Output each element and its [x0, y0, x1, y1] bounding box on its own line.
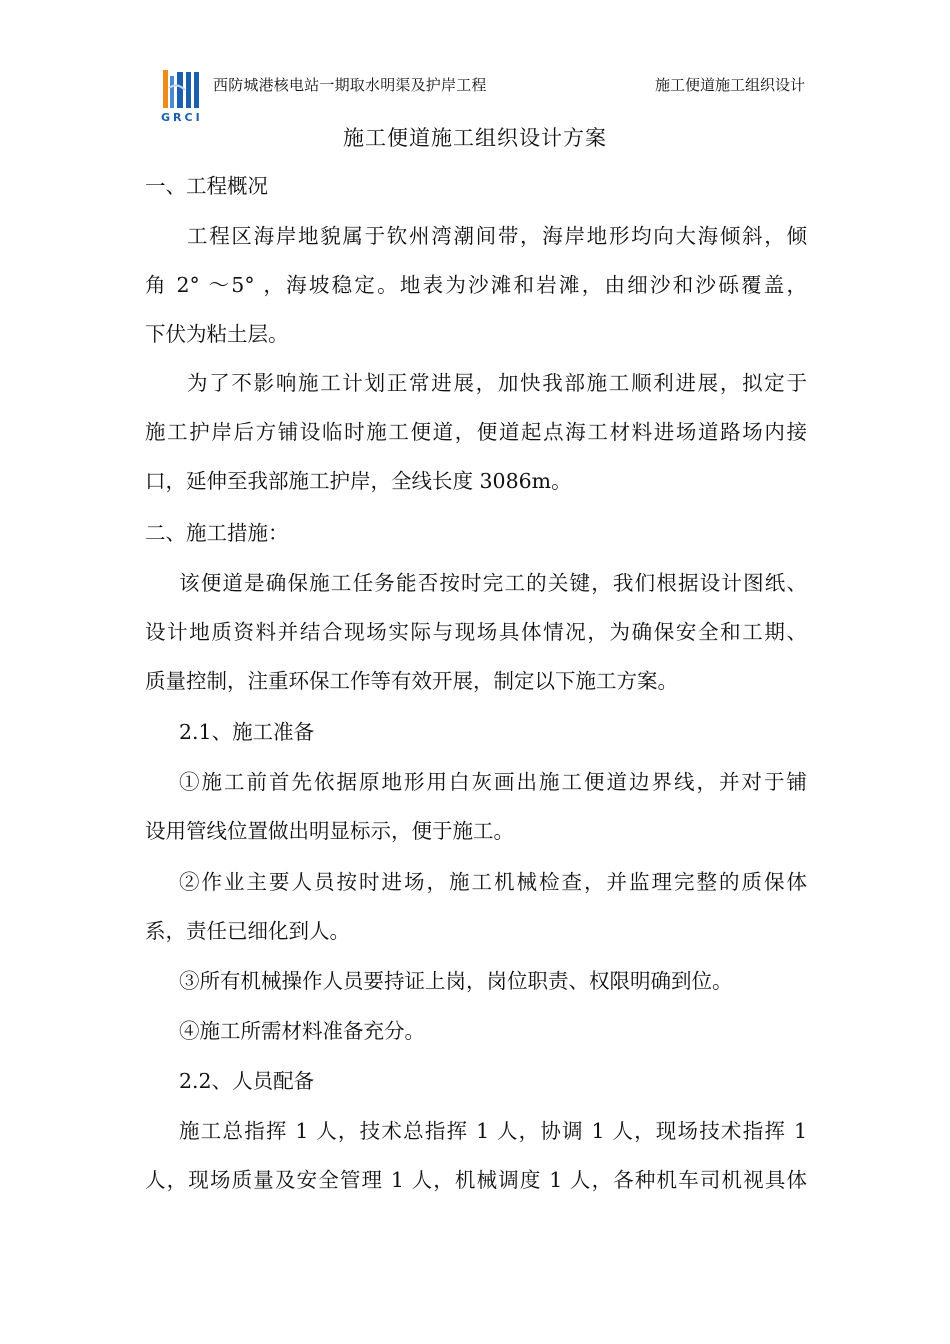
paragraph-measures: [145, 559, 807, 706]
paragraph-staffing: [145, 1107, 807, 1205]
header-project-name: 西防城港核电站一期取水明渠及护岸工程: [213, 76, 487, 94]
text-line: 施工护岸后方铺设临时施工便道，便道起点海工材料进场道路场内接: [145, 420, 807, 444]
header-document-name: 施工便道施工组织设计: [654, 76, 805, 94]
text-line: 工程区海岸地貌属于钦州湾潮间带，海岸地形均向大海倾斜，倾: [187, 224, 807, 248]
page-header: [145, 64, 807, 124]
text-line: 质量控制，注重环保工作等有效开展，制定以下施工方案。: [145, 669, 678, 693]
text-line: 人，现场质量及安全管理 1 人，机械调度 1 人，各种机车司机视具体: [145, 1168, 807, 1192]
text-line: ①施工前首先依据原地形用白灰画出施工便道边界线，并对于铺: [179, 770, 807, 794]
subsection-heading-2-2: 2.2、人员配备: [179, 1069, 315, 1093]
text-line: ②作业主要人员按时进场，施工机械检查，并监理完整的质保体: [179, 870, 807, 894]
text-line: 系，责任已细化到人。: [145, 919, 350, 943]
text-line: 角 2° ～5° ，海坡稳定。地表为沙滩和岩滩，由细沙和沙砾覆盖，: [145, 273, 807, 297]
list-item-1: [145, 758, 807, 856]
section-heading-2: 二、施工措施：: [145, 521, 289, 545]
grci-logo: [157, 68, 215, 122]
list-item-2: [145, 858, 807, 956]
text-line: 设计地质资料并结合现场实际与现场具体情况，为确保安全和工期、: [145, 620, 807, 644]
list-item-4: ④施工所需材料准备充分。: [179, 1019, 425, 1043]
subsection-heading-2-1: 2.1、施工准备: [179, 720, 315, 744]
text-line: 口，延伸至我部施工护岸，全线长度 3086m。: [145, 469, 572, 493]
text-line: 下伏为粘土层。: [145, 322, 289, 346]
text-line: 为了不影响施工计划正常进展，加快我部施工顺利进展，拟定于: [187, 371, 807, 395]
list-item-3: ③所有机械操作人员要持证上岗，岗位职责、权限明确到位。: [179, 969, 733, 993]
text-line: 该便道是确保施工任务能否按时完工的关键，我们根据设计图纸、: [179, 571, 807, 595]
document-title: 施工便道施工组织设计方案: [343, 126, 607, 150]
text-line: 设用管线位置做出明显标示，便于施工。: [145, 819, 514, 843]
svg-text:GRCI: GRCI: [161, 111, 203, 122]
paragraph-overview-2: [145, 359, 807, 506]
text-line: 施工总指挥 1 人，技术总指挥 1 人，协调 1 人，现场技术指挥 1: [179, 1119, 807, 1143]
paragraph-overview-1: [145, 212, 807, 359]
section-heading-1: 一、工程概况: [145, 174, 268, 198]
